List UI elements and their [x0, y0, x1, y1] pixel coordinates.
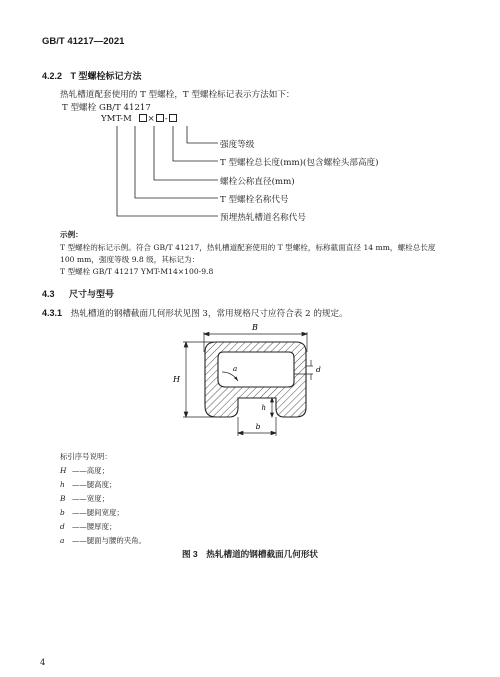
legend-description: ——宽度；: [72, 494, 109, 503]
standard-number-header: GB/T 41217—2021: [42, 36, 125, 47]
section-number: 4.2.2: [42, 71, 63, 81]
legend-item-a: [60, 535, 146, 546]
label-b: b: [255, 422, 261, 431]
figure-caption: 图 3 热轧槽道的钢槽截面几何形状: [181, 549, 319, 559]
dimension-leg-height-h: [271, 398, 274, 417]
marking-item-strength-grade: 强度等级: [220, 140, 255, 150]
section-text: 热轧槽道的钢槽截面几何形状见图 3，常用规格尺寸应符合表 2 的规定。: [70, 309, 348, 319]
legend-item-d: [60, 521, 116, 532]
marking-times-sign: ×: [147, 114, 155, 124]
marking-dash: -: [164, 114, 168, 124]
legend-symbol: b: [60, 508, 65, 517]
label-h: h: [261, 404, 266, 412]
legend-symbol: d: [60, 522, 65, 531]
legend-title: 标引序号说明：: [60, 452, 112, 461]
marking-item-total-length: T 型螺栓总长度(mm)(包含螺栓头部高度): [220, 158, 379, 168]
marking-item-channel-code: 预埋热轧槽道名称代号: [220, 213, 306, 223]
example-line-2: 100 mm，强度等级 9.8 级，其标记为：: [60, 255, 200, 264]
section-number: 4.3.1: [42, 308, 63, 318]
legend-symbol: H: [60, 466, 67, 475]
angle-a-arc: [222, 372, 238, 381]
legend-description: ——腿间宽度；: [72, 508, 124, 517]
example-line-1: T 型螺栓的标记示例。符合 GB/T 41217，热轧槽道配套使用的 T 型螺栓，标称截面直径 14 mm，螺栓总长度: [60, 243, 436, 252]
bolt-marking-intro: 热轧槽道配套使用的 T 型螺栓，T 型螺栓标记表示方法如下：: [60, 90, 295, 100]
label-a: a: [233, 365, 238, 373]
bolt-standard-line: T 型螺栓 GB/T 41217: [62, 103, 151, 113]
label-B: B: [252, 323, 258, 332]
channel-profile: [205, 342, 306, 417]
legend-symbol: h: [60, 480, 65, 489]
label-H: H: [173, 375, 180, 384]
legend-item-b: [60, 507, 124, 518]
legend-item-h: [60, 479, 116, 490]
legend-item-H: [60, 465, 109, 476]
label-d: d: [316, 365, 321, 374]
section-title: 尺寸与型号: [69, 289, 115, 299]
legend-symbol: B: [60, 494, 66, 503]
example-line-3: T 型螺栓 GB/T 41217 YMT-M14×100-9.8: [60, 267, 214, 276]
marking-item-bolt-code: T 型螺栓名称代号: [220, 195, 289, 205]
example-label: 示例：: [60, 230, 83, 239]
marking-item-nominal-diameter: 螺栓公称直径(mm): [220, 177, 295, 187]
section-number: 4.3: [42, 289, 55, 299]
legend-description: ——腿面与腰的夹角。: [72, 536, 146, 545]
section-title: T 型螺栓标记方法: [70, 71, 142, 81]
legend-description: ——高度；: [72, 466, 109, 475]
legend-description: ——腿高度；: [72, 480, 117, 489]
legend-symbol: a: [60, 536, 65, 545]
legend-description: ——腰厚度；: [72, 522, 117, 531]
page-number: 4: [40, 657, 46, 667]
legend-item-B: [60, 493, 109, 504]
marking-prefix: YMT-M: [101, 114, 132, 124]
